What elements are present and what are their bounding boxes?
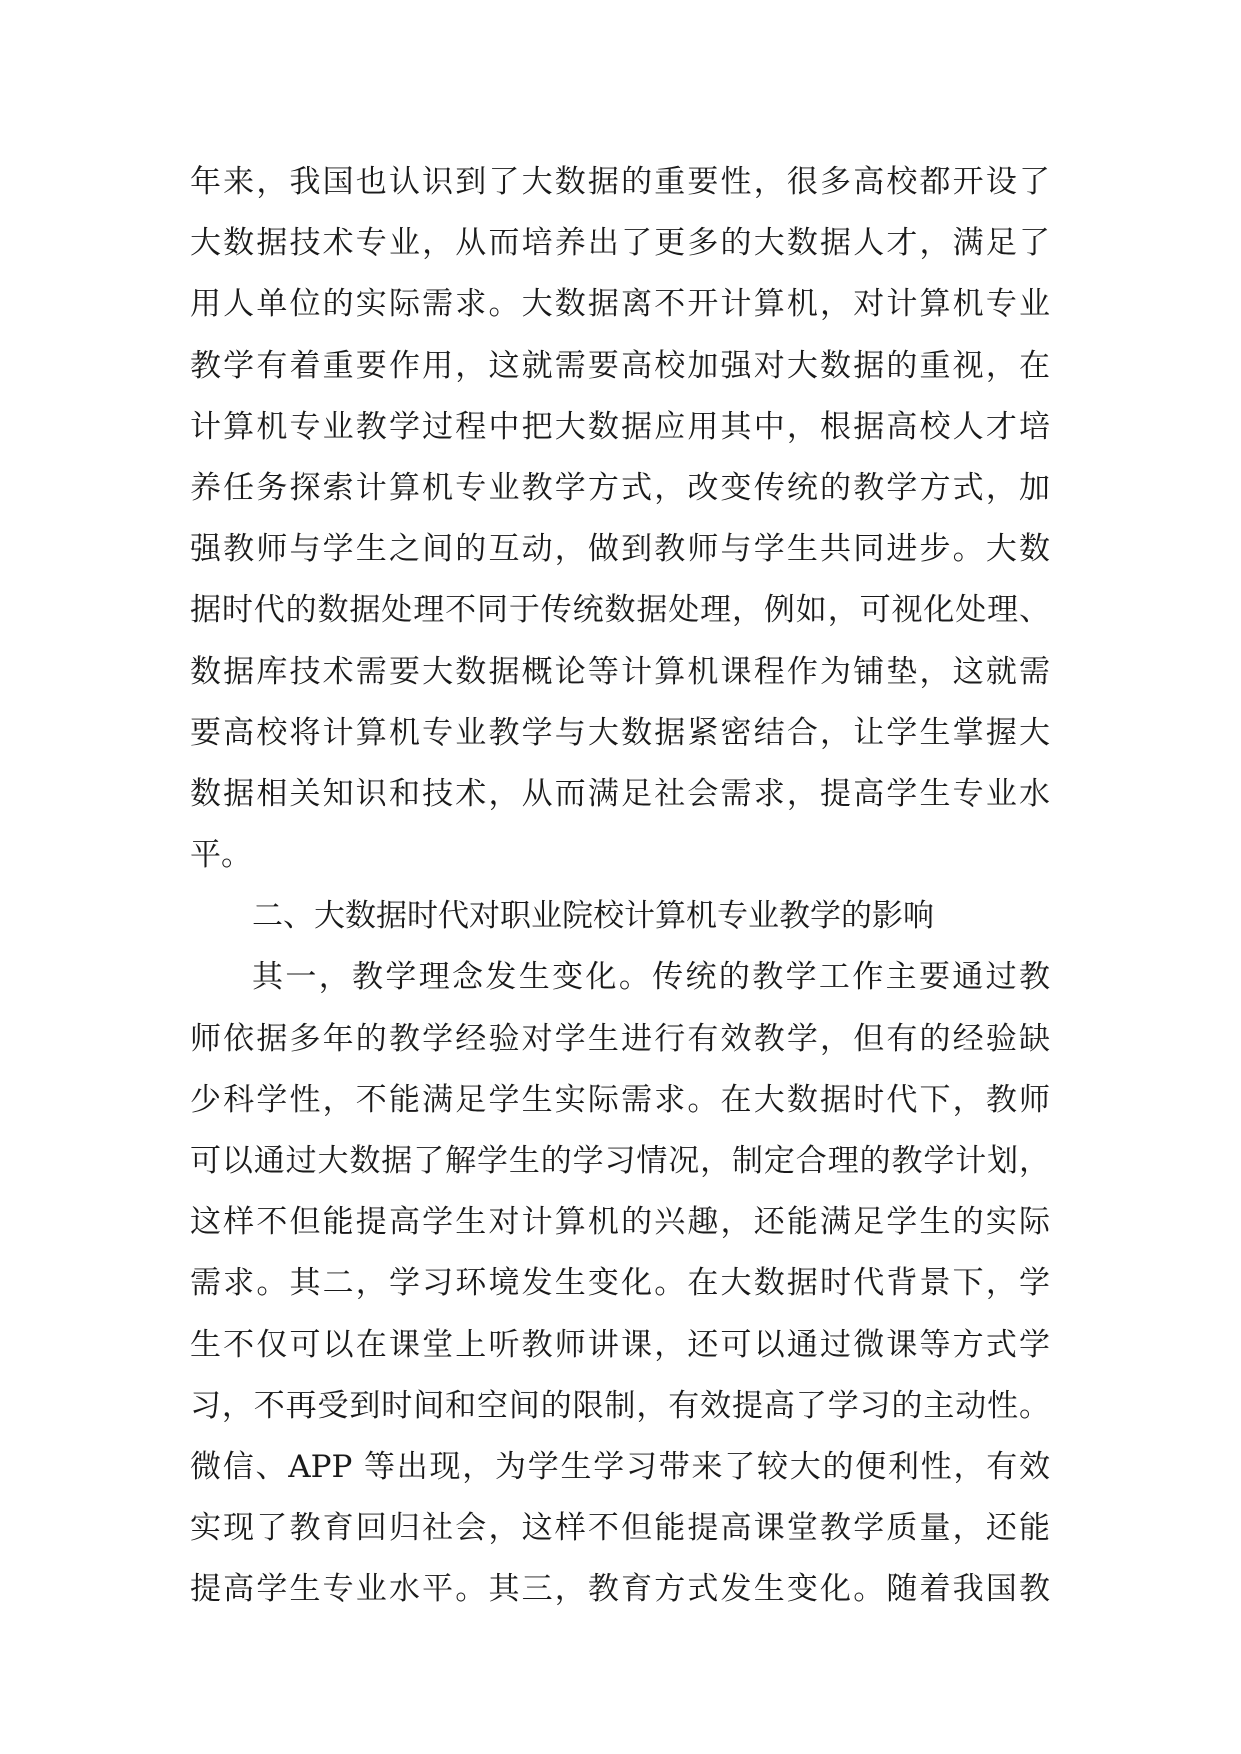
text-line: 需求。其二，学习环境发生变化。在大数据时代背景下，学 xyxy=(190,1265,1050,1302)
body-text xyxy=(190,152,1050,1621)
text-line: 要高校将计算机专业教学与大数据紧密结合，让学生掌握大 xyxy=(190,714,1050,751)
text-line: 年来，我国也认识到了大数据的重要性，很多高校都开设了 xyxy=(190,164,1050,200)
section-heading: 二、大数据时代对职业院校计算机专业教学的影响 xyxy=(252,898,934,935)
text-line: 可以通过大数据了解学生的学习情况，制定合理的教学计划， xyxy=(190,1143,1050,1179)
text-line: 少科学性，不能满足学生实际需求。在大数据时代下，教师 xyxy=(190,1081,1050,1118)
text-line: 提高学生专业水平。其三，教育方式发生变化。随着我国教 xyxy=(190,1571,1050,1608)
text-line: 教学有着重要作用，这就需要高校加强对大数据的重视，在 xyxy=(190,347,1050,384)
text-line: 其一，教学理念发生变化。传统的教学工作主要通过教 xyxy=(252,959,1050,996)
text-line: 用人单位的实际需求。大数据离不开计算机，对计算机专业 xyxy=(190,286,1050,323)
text-line: 习，不再受到时间和空间的限制，有效提高了学习的主动性。 xyxy=(190,1387,1050,1424)
text-line: 养任务探索计算机专业教学方式，改变传统的教学方式，加 xyxy=(190,469,1050,506)
text-line: 强教师与学生之间的互动，做到教师与学生共同进步。大数 xyxy=(190,531,1050,568)
text-line: 这样不但能提高学生对计算机的兴趣，还能满足学生的实际 xyxy=(190,1204,1050,1241)
text-line: 微信、APP 等出现，为学生学习带来了较大的便利性，有效 xyxy=(190,1448,1050,1485)
text-line: 师依据多年的教学经验对学生进行有效教学，但有的经验缺 xyxy=(190,1020,1050,1057)
text-line: 生不仅可以在课堂上听教师讲课，还可以通过微课等方式学 xyxy=(190,1326,1050,1363)
text-line: 平。 xyxy=(190,837,252,874)
text-line: 数据相关知识和技术，从而满足社会需求，提高学生专业水 xyxy=(190,775,1050,812)
text-line: 大数据技术专业，从而培养出了更多的大数据人才，满足了 xyxy=(190,225,1050,262)
text-line: 实现了教育回归社会，这样不但能提高课堂教学质量，还能 xyxy=(190,1510,1050,1547)
text-line: 计算机专业教学过程中把大数据应用其中，根据高校人才培 xyxy=(190,408,1050,445)
text-line: 数据库技术需要大数据概论等计算机课程作为铺垫，这就需 xyxy=(190,653,1050,690)
text-line: 据时代的数据处理不同于传统数据处理，例如，可视化处理、 xyxy=(190,592,1050,629)
